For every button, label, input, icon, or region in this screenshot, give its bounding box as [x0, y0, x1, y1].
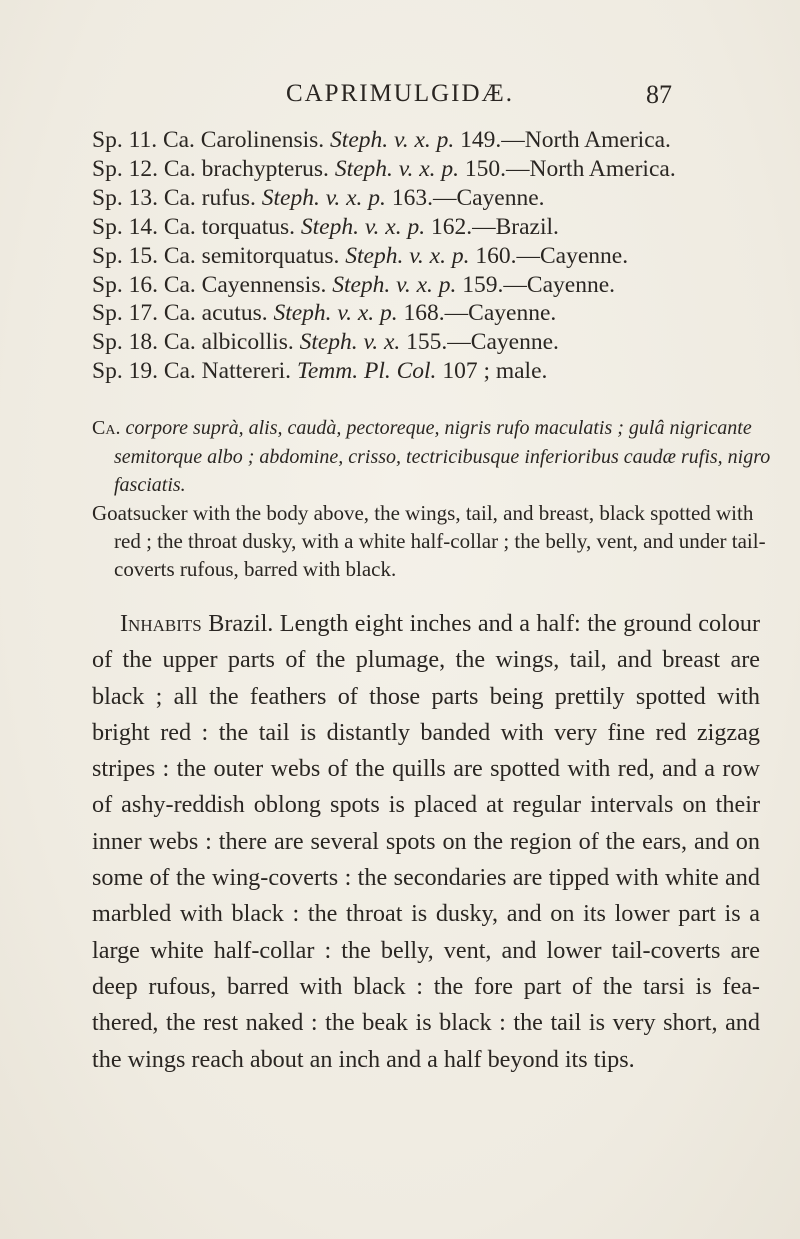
species-authority: Temm. Pl. Col. — [296, 358, 437, 385]
species-authority: Steph. v. x. — [299, 329, 401, 356]
species-name: Ca. brachypterus. — [163, 155, 329, 182]
latin-diagnosis — [92, 414, 784, 500]
species-number: Sp. 11. — [92, 127, 158, 153]
species-reference: 155.—Cayenne. — [406, 329, 559, 356]
species-number: Sp. 15. — [92, 242, 158, 269]
species-entry — [92, 126, 782, 155]
species-number: Sp. 13. — [92, 184, 158, 211]
species-name: Ca. torquatus. — [163, 213, 296, 240]
species-reference: 107 ; male. — [442, 358, 548, 385]
species-reference: 160.—Cayenne. — [475, 242, 629, 269]
species-number: Sp. 16. — [92, 271, 158, 298]
species-name: Ca. semitorquatus. — [163, 242, 340, 269]
species-entry — [92, 357, 782, 386]
species-name: Ca. albicollis. — [163, 329, 294, 356]
species-authority: Steph. v. x. p. — [273, 300, 398, 327]
page-number: 87 — [646, 80, 672, 109]
species-name: Ca. rufus. — [163, 184, 256, 211]
species-name: Ca. Carolinensis. — [162, 127, 325, 153]
species-reference: 159.—Cayenne. — [462, 271, 616, 298]
species-authority: Steph. v. x. p. — [345, 242, 470, 269]
species-authority: Steph. v. x. p. — [334, 155, 460, 182]
species-reference: 163.—Cayenne. — [391, 184, 545, 211]
english-diagnosis: Goatsucker with the body above, the wings, tail, and breast, black spotted with red ; the throat dusky, with a white half-collar ; the belly, vent, and under tail-coverts rufous, barred with black. — [92, 501, 766, 582]
species-number: Sp. 17. — [92, 300, 158, 327]
species-name: Ca. acutus. — [163, 300, 268, 327]
description-text: Brazil. Length eight inches and a half: the ground colour of the upper parts of the plumage, the wings, tail, and breast are black ; all the feathers of those parts being prettily spotted with bright red : the tail is distantly banded with very fine red zigzag stripes : the outer webs of the quills are spotted with red, and a row of ashy-reddish oblong spots is placed at regular intervals on their inner webs : there are several spots on the region of the ears, and on some of the wing-coverts : the secondaries are tipped with white and marbled with black : the throat is dusky, and on its lower part is a large white half-collar : the belly, vent, and lower tail-coverts are deep rufous, barred with black : the fore part of the tarsi is fea-thered, the rest naked : the beak is black : the tail is very short, and the wings reach about an inch and a half beyond its tips. — [92, 610, 760, 1073]
species-entry — [92, 213, 782, 242]
species-reference: 150.—North America. — [464, 155, 676, 182]
species-number: Sp. 14. — [92, 213, 158, 240]
species-authority: Steph. v. x. p. — [332, 271, 457, 298]
page-header — [0, 80, 800, 120]
species-authority: Steph. v. x. p. — [330, 127, 455, 153]
species-entry — [92, 184, 782, 213]
species-reference: 162.—Brazil. — [430, 213, 559, 240]
species-number: Sp. 12. — [92, 155, 158, 182]
running-title: CAPRIMULGIDÆ. — [285, 80, 515, 107]
description-lead: Inhabits — [120, 610, 202, 637]
species-description — [92, 606, 760, 1078]
species-number: Sp. 18. — [92, 329, 158, 356]
latin-genus: Ca. — [92, 417, 121, 439]
species-entry — [92, 271, 782, 300]
latin-text: corpore suprà, alis, caudà, pectoreque, nigris rufo maculatis ; gulâ nigricante semitorque albo ; abdomine, crisso, tectricibusque inferioribus caudæ rufis, nigro fasciatis. — [114, 417, 771, 496]
species-reference: 168.—Cayenne. — [403, 300, 557, 327]
species-authority: Steph. v. x. p. — [261, 184, 386, 211]
species-number: Sp. 19. — [92, 358, 158, 385]
species-name: Ca. Nattereri. — [163, 358, 292, 385]
species-authority: Steph. v. x. p. — [300, 213, 426, 240]
species-list — [92, 126, 782, 386]
species-entry — [92, 328, 782, 357]
species-entry — [92, 155, 782, 184]
species-name: Ca. Cayennensis. — [163, 271, 327, 298]
species-entry — [92, 242, 782, 271]
species-entry — [92, 299, 782, 328]
species-reference: 149.—North America. — [460, 127, 671, 153]
